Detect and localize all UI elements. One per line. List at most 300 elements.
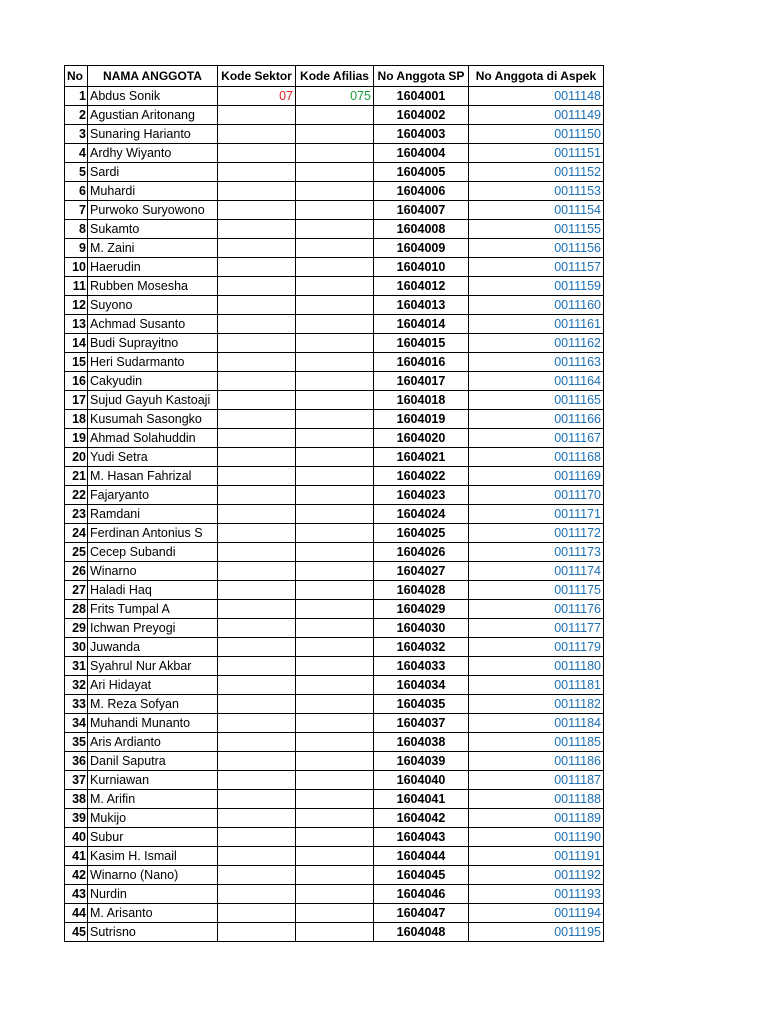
row-number: 9 [65,239,88,258]
table-row [65,144,604,163]
member-name: Muhandi Munanto [88,714,218,733]
table-row [65,562,604,581]
kode-sektor-cell [218,581,296,600]
no-anggota-sp-cell: 1604025 [374,524,469,543]
table-row [65,600,604,619]
kode-sektor-cell [218,562,296,581]
member-name: Cakyudin [88,372,218,391]
table-row [65,695,604,714]
kode-afilias-cell [296,125,374,144]
kode-afilias-cell [296,239,374,258]
member-name: Sardi [88,163,218,182]
no-anggota-sp-cell: 1604032 [374,638,469,657]
no-anggota-sp-cell: 1604001 [374,87,469,106]
row-number: 27 [65,581,88,600]
kode-sektor-cell [218,391,296,410]
kode-afilias-cell [296,866,374,885]
no-anggota-sp-cell: 1604019 [374,410,469,429]
kode-afilias-cell [296,258,374,277]
kode-afilias-cell [296,600,374,619]
member-name: Agustian Aritonang [88,106,218,125]
table-row [65,866,604,885]
row-number: 22 [65,486,88,505]
row-number: 28 [65,600,88,619]
member-name: Subur [88,828,218,847]
member-name: Juwanda [88,638,218,657]
row-number: 3 [65,125,88,144]
row-number: 14 [65,334,88,353]
table-row [65,391,604,410]
row-number: 10 [65,258,88,277]
table-row [65,790,604,809]
table-row [65,524,604,543]
member-name: Winarno (Nano) [88,866,218,885]
kode-sektor-cell [218,695,296,714]
row-number: 1 [65,87,88,106]
kode-afilias-cell [296,790,374,809]
row-number: 44 [65,904,88,923]
no-anggota-aspek-cell: 0011170 [469,486,604,505]
table-row [65,581,604,600]
no-anggota-sp-cell: 1604003 [374,125,469,144]
no-anggota-aspek-cell: 0011195 [469,923,604,942]
kode-sektor-cell [218,657,296,676]
no-anggota-aspek-cell: 0011155 [469,220,604,239]
kode-sektor-cell [218,638,296,657]
no-anggota-aspek-cell: 0011168 [469,448,604,467]
row-number: 16 [65,372,88,391]
table-row [65,315,604,334]
kode-afilias-cell [296,733,374,752]
table-row [65,448,604,467]
kode-afilias-cell [296,182,374,201]
member-name: Sukamto [88,220,218,239]
member-name: M. Reza Sofyan [88,695,218,714]
kode-afilias-cell [296,638,374,657]
header-nama-anggota: NAMA ANGGOTA [88,66,218,87]
no-anggota-sp-cell: 1604013 [374,296,469,315]
member-name: Sujud Gayuh Kastoaji [88,391,218,410]
kode-sektor-cell [218,258,296,277]
kode-afilias-cell [296,391,374,410]
table-row [65,904,604,923]
kode-sektor-cell: 07 [218,87,296,106]
table-row [65,771,604,790]
header-no-anggota-sp: No Anggota SP [374,66,469,87]
row-number: 38 [65,790,88,809]
kode-afilias-cell [296,847,374,866]
no-anggota-sp-cell: 1604046 [374,885,469,904]
kode-sektor-cell [218,106,296,125]
no-anggota-aspek-cell: 0011177 [469,619,604,638]
kode-afilias-cell [296,885,374,904]
table-row [65,87,604,106]
kode-afilias-cell [296,372,374,391]
no-anggota-sp-cell: 1604047 [374,904,469,923]
kode-afilias-cell [296,467,374,486]
no-anggota-sp-cell: 1604041 [374,790,469,809]
member-name: Syahrul Nur Akbar [88,657,218,676]
row-number: 25 [65,543,88,562]
no-anggota-sp-cell: 1604021 [374,448,469,467]
row-number: 26 [65,562,88,581]
member-name: Winarno [88,562,218,581]
no-anggota-aspek-cell: 0011192 [469,866,604,885]
kode-afilias-cell [296,543,374,562]
table-row [65,733,604,752]
row-number: 21 [65,467,88,486]
member-name: Nurdin [88,885,218,904]
member-name: Sutrisno [88,923,218,942]
member-name: Ahmad Solahuddin [88,429,218,448]
kode-afilias-cell [296,277,374,296]
row-number: 39 [65,809,88,828]
member-name: Ferdinan Antonius S [88,524,218,543]
no-anggota-sp-cell: 1604022 [374,467,469,486]
kode-sektor-cell [218,144,296,163]
no-anggota-aspek-cell: 0011152 [469,163,604,182]
no-anggota-sp-cell: 1604014 [374,315,469,334]
row-number: 4 [65,144,88,163]
member-name: Kusumah Sasongko [88,410,218,429]
kode-sektor-cell [218,372,296,391]
no-anggota-sp-cell: 1604006 [374,182,469,201]
kode-sektor-cell [218,885,296,904]
kode-sektor-cell [218,923,296,942]
table-row [65,220,604,239]
no-anggota-sp-cell: 1604002 [374,106,469,125]
row-number: 30 [65,638,88,657]
row-number: 8 [65,220,88,239]
table-row [65,809,604,828]
kode-sektor-cell [218,676,296,695]
no-anggota-aspek-cell: 0011166 [469,410,604,429]
row-number: 11 [65,277,88,296]
no-anggota-sp-cell: 1604015 [374,334,469,353]
kode-afilias-cell [296,144,374,163]
table-row [65,543,604,562]
row-number: 40 [65,828,88,847]
kode-afilias-cell [296,448,374,467]
no-anggota-sp-cell: 1604008 [374,220,469,239]
kode-afilias-cell [296,220,374,239]
kode-afilias-cell [296,106,374,125]
table-row [65,676,604,695]
row-number: 31 [65,657,88,676]
no-anggota-sp-cell: 1604026 [374,543,469,562]
kode-sektor-cell [218,239,296,258]
no-anggota-aspek-cell: 0011172 [469,524,604,543]
member-name: Fajaryanto [88,486,218,505]
no-anggota-sp-cell: 1604039 [374,752,469,771]
no-anggota-aspek-cell: 0011176 [469,600,604,619]
no-anggota-sp-cell: 1604016 [374,353,469,372]
member-name: Rubben Mosesha [88,277,218,296]
member-name: M. Arifin [88,790,218,809]
table-row [65,201,604,220]
kode-sektor-cell [218,733,296,752]
kode-afilias-cell [296,505,374,524]
member-name: M. Arisanto [88,904,218,923]
table-row [65,334,604,353]
kode-afilias-cell: 075 [296,87,374,106]
table-row [65,657,604,676]
kode-sektor-cell [218,904,296,923]
no-anggota-sp-cell: 1604044 [374,847,469,866]
no-anggota-aspek-cell: 0011159 [469,277,604,296]
no-anggota-sp-cell: 1604045 [374,866,469,885]
member-name: Haladi Haq [88,581,218,600]
row-number: 23 [65,505,88,524]
kode-afilias-cell [296,619,374,638]
row-number: 45 [65,923,88,942]
no-anggota-sp-cell: 1604040 [374,771,469,790]
no-anggota-aspek-cell: 0011174 [469,562,604,581]
kode-afilias-cell [296,562,374,581]
kode-afilias-cell [296,410,374,429]
kode-afilias-cell [296,904,374,923]
member-name: Danil Saputra [88,752,218,771]
kode-sektor-cell [218,543,296,562]
kode-sektor-cell [218,353,296,372]
no-anggota-sp-cell: 1604028 [374,581,469,600]
kode-afilias-cell [296,714,374,733]
row-number: 17 [65,391,88,410]
row-number: 5 [65,163,88,182]
table-row [65,182,604,201]
no-anggota-aspek-cell: 0011162 [469,334,604,353]
no-anggota-sp-cell: 1604027 [374,562,469,581]
kode-afilias-cell [296,163,374,182]
no-anggota-sp-cell: 1604042 [374,809,469,828]
kode-afilias-cell [296,752,374,771]
kode-afilias-cell [296,676,374,695]
no-anggota-aspek-cell: 0011191 [469,847,604,866]
no-anggota-aspek-cell: 0011187 [469,771,604,790]
kode-sektor-cell [218,847,296,866]
table-row [65,277,604,296]
kode-afilias-cell [296,695,374,714]
row-number: 35 [65,733,88,752]
kode-sektor-cell [218,714,296,733]
kode-afilias-cell [296,334,374,353]
table-row [65,847,604,866]
table-row [65,410,604,429]
kode-afilias-cell [296,809,374,828]
kode-afilias-cell [296,657,374,676]
row-number: 42 [65,866,88,885]
no-anggota-sp-cell: 1604005 [374,163,469,182]
member-name: Kasim H. Ismail [88,847,218,866]
kode-sektor-cell [218,125,296,144]
table-row [65,163,604,182]
no-anggota-aspek-cell: 0011153 [469,182,604,201]
no-anggota-aspek-cell: 0011180 [469,657,604,676]
kode-sektor-cell [218,619,296,638]
no-anggota-aspek-cell: 0011179 [469,638,604,657]
no-anggota-aspek-cell: 0011156 [469,239,604,258]
table-body [65,87,604,942]
no-anggota-aspek-cell: 0011173 [469,543,604,562]
no-anggota-aspek-cell: 0011151 [469,144,604,163]
member-name: Yudi Setra [88,448,218,467]
kode-sektor-cell [218,752,296,771]
no-anggota-sp-cell: 1604020 [374,429,469,448]
no-anggota-aspek-cell: 0011149 [469,106,604,125]
no-anggota-aspek-cell: 0011169 [469,467,604,486]
kode-afilias-cell [296,524,374,543]
kode-sektor-cell [218,467,296,486]
table-row [65,106,604,125]
member-name: Ichwan Preyogi [88,619,218,638]
member-name: M. Zaini [88,239,218,258]
no-anggota-aspek-cell: 0011165 [469,391,604,410]
kode-afilias-cell [296,315,374,334]
no-anggota-aspek-cell: 0011194 [469,904,604,923]
no-anggota-sp-cell: 1604037 [374,714,469,733]
header-kode-afilias: Kode Afilias [296,66,374,87]
kode-sektor-cell [218,809,296,828]
kode-afilias-cell [296,828,374,847]
no-anggota-sp-cell: 1604012 [374,277,469,296]
no-anggota-sp-cell: 1604017 [374,372,469,391]
kode-afilias-cell [296,771,374,790]
table-row [65,752,604,771]
no-anggota-aspek-cell: 0011163 [469,353,604,372]
kode-afilias-cell [296,296,374,315]
no-anggota-aspek-cell: 0011189 [469,809,604,828]
row-number: 2 [65,106,88,125]
no-anggota-aspek-cell: 0011157 [469,258,604,277]
table-row [65,372,604,391]
kode-sektor-cell [218,220,296,239]
no-anggota-aspek-cell: 0011188 [469,790,604,809]
kode-sektor-cell [218,201,296,220]
table-row [65,828,604,847]
row-number: 43 [65,885,88,904]
table-row [65,885,604,904]
member-name: Achmad Susanto [88,315,218,334]
kode-afilias-cell [296,201,374,220]
no-anggota-sp-cell: 1604004 [374,144,469,163]
table-row [65,638,604,657]
member-name: Mukijo [88,809,218,828]
member-name: Ramdani [88,505,218,524]
member-name: Haerudin [88,258,218,277]
table-row [65,296,604,315]
row-number: 29 [65,619,88,638]
row-number: 7 [65,201,88,220]
kode-sektor-cell [218,828,296,847]
row-number: 41 [65,847,88,866]
kode-afilias-cell [296,353,374,372]
no-anggota-aspek-cell: 0011184 [469,714,604,733]
table-row [65,714,604,733]
kode-sektor-cell [218,182,296,201]
row-number: 18 [65,410,88,429]
table-row [65,239,604,258]
row-number: 20 [65,448,88,467]
no-anggota-aspek-cell: 0011164 [469,372,604,391]
member-table [64,65,604,942]
table-row [65,353,604,372]
kode-sektor-cell [218,315,296,334]
no-anggota-aspek-cell: 0011175 [469,581,604,600]
member-name: Cecep Subandi [88,543,218,562]
row-number: 34 [65,714,88,733]
kode-afilias-cell [296,429,374,448]
row-number: 37 [65,771,88,790]
kode-sektor-cell [218,448,296,467]
no-anggota-aspek-cell: 0011186 [469,752,604,771]
table-row [65,505,604,524]
no-anggota-aspek-cell: 0011181 [469,676,604,695]
no-anggota-aspek-cell: 0011182 [469,695,604,714]
no-anggota-sp-cell: 1604009 [374,239,469,258]
no-anggota-aspek-cell: 0011154 [469,201,604,220]
no-anggota-sp-cell: 1604007 [374,201,469,220]
no-anggota-aspek-cell: 0011160 [469,296,604,315]
no-anggota-aspek-cell: 0011161 [469,315,604,334]
no-anggota-sp-cell: 1604034 [374,676,469,695]
row-number: 19 [65,429,88,448]
no-anggota-sp-cell: 1604033 [374,657,469,676]
kode-sektor-cell [218,486,296,505]
no-anggota-sp-cell: 1604023 [374,486,469,505]
row-number: 36 [65,752,88,771]
member-name: Aris Ardianto [88,733,218,752]
member-name: Budi Suprayitno [88,334,218,353]
member-name: M. Hasan Fahrizal [88,467,218,486]
header-row [65,66,604,87]
no-anggota-aspek-cell: 0011150 [469,125,604,144]
row-number: 15 [65,353,88,372]
kode-sektor-cell [218,790,296,809]
no-anggota-sp-cell: 1604048 [374,923,469,942]
kode-sektor-cell [218,600,296,619]
row-number: 6 [65,182,88,201]
kode-afilias-cell [296,581,374,600]
member-name: Heri Sudarmanto [88,353,218,372]
kode-sektor-cell [218,163,296,182]
kode-sektor-cell [218,334,296,353]
member-name: Muhardi [88,182,218,201]
no-anggota-aspek-cell: 0011185 [469,733,604,752]
row-number: 13 [65,315,88,334]
member-name: Purwoko Suryowono [88,201,218,220]
table-row [65,619,604,638]
no-anggota-aspek-cell: 0011190 [469,828,604,847]
kode-sektor-cell [218,277,296,296]
table-row [65,923,604,942]
table-row [65,467,604,486]
member-name: Frits Tumpal A [88,600,218,619]
member-name: Suyono [88,296,218,315]
header-no-anggota-aspek: No Anggota di Aspek [469,66,604,87]
no-anggota-sp-cell: 1604035 [374,695,469,714]
no-anggota-sp-cell: 1604038 [374,733,469,752]
no-anggota-sp-cell: 1604030 [374,619,469,638]
table-row [65,486,604,505]
row-number: 12 [65,296,88,315]
kode-sektor-cell [218,771,296,790]
kode-sektor-cell [218,505,296,524]
no-anggota-aspek-cell: 0011171 [469,505,604,524]
row-number: 32 [65,676,88,695]
kode-sektor-cell [218,866,296,885]
table-row [65,258,604,277]
member-name: Ardhy Wiyanto [88,144,218,163]
